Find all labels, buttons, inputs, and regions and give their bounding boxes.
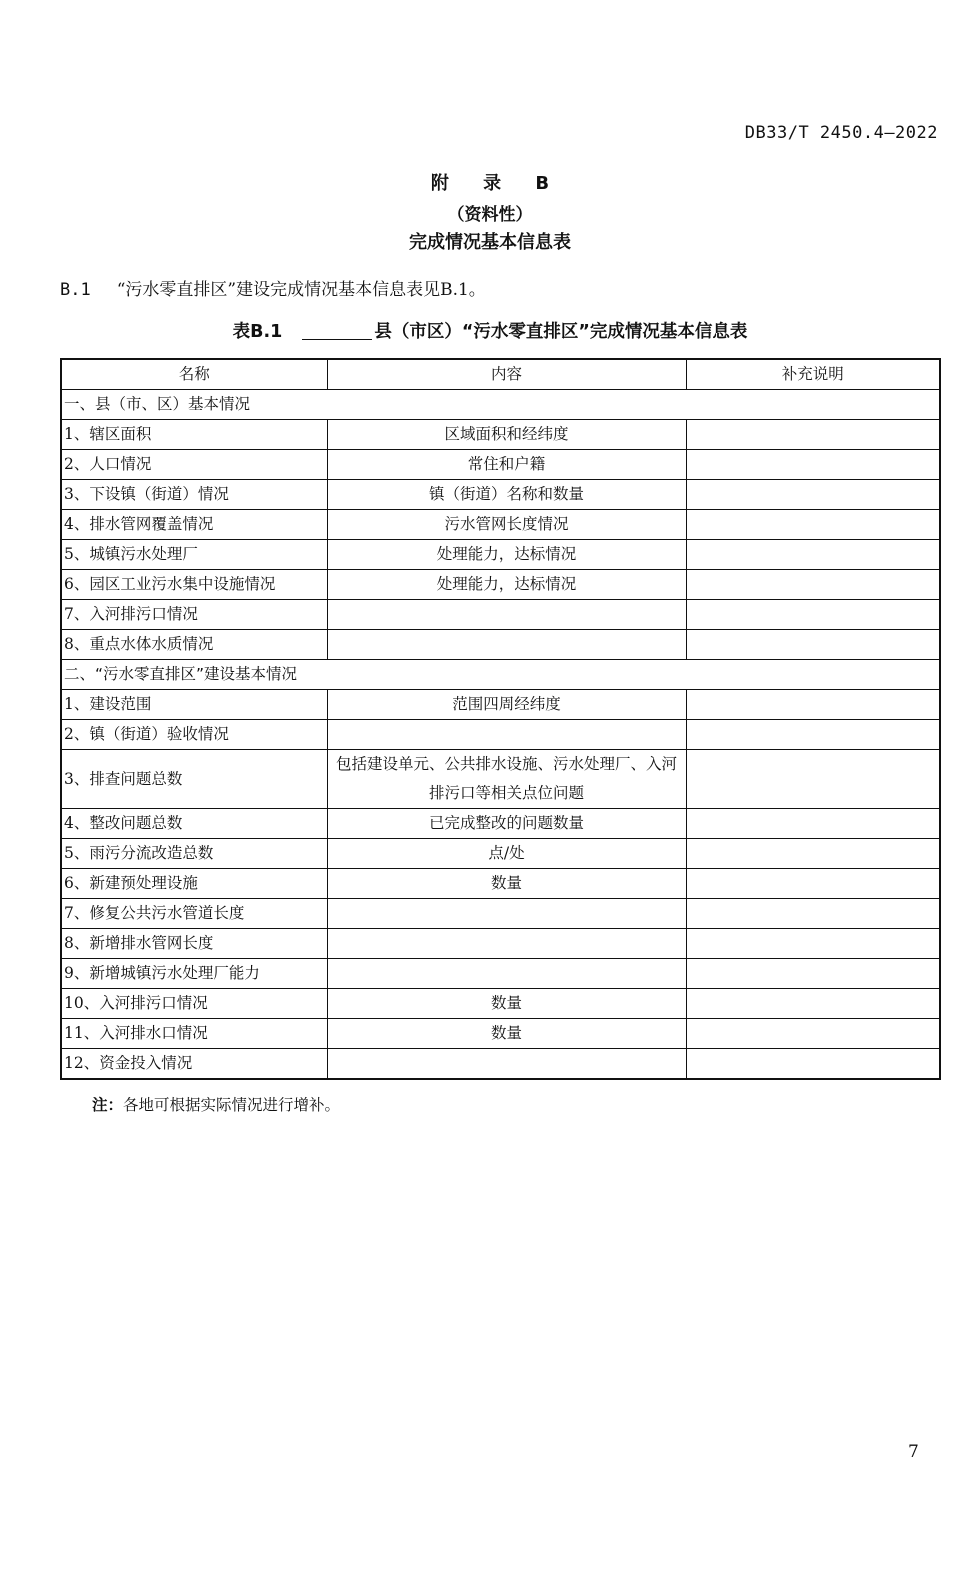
row-content: 污水管网长度情况 (327, 510, 686, 540)
table-row (61, 720, 940, 750)
table-row (61, 450, 940, 480)
row-name: 1、建设范围 (61, 690, 327, 720)
row-name: 4、整改问题总数 (61, 809, 327, 839)
appendix-nature: （资料性） (447, 205, 533, 225)
county-blank-line (302, 321, 372, 340)
table-row (61, 929, 940, 959)
row-name: 6、园区工业污水集中设施情况 (61, 570, 327, 600)
section-title: 一、县（市、区）基本情况 (61, 390, 940, 420)
intro-paragraph (60, 275, 486, 300)
section-row (61, 660, 940, 690)
table-row (61, 540, 940, 570)
row-name: 2、人口情况 (61, 450, 327, 480)
table-row (61, 480, 940, 510)
appendix-label: 附 录 B (430, 173, 564, 194)
table-row (61, 420, 940, 450)
table-row (61, 869, 940, 899)
row-name: 7、入河排污口情况 (61, 600, 327, 630)
row-remarks (686, 839, 940, 869)
table-row (61, 839, 940, 869)
row-name: 2、镇（街道）验收情况 (61, 720, 327, 750)
row-name: 9、新增城镇污水处理厂能力 (61, 959, 327, 989)
table-row (61, 809, 940, 839)
info-table (60, 358, 941, 1080)
row-content (327, 899, 686, 929)
row-content (327, 600, 686, 630)
table-number: 表B.1 (232, 322, 283, 342)
row-name: 11、入河排水口情况 (61, 1019, 327, 1049)
row-content: 已完成整改的问题数量 (327, 809, 686, 839)
row-content: 点/处 (327, 839, 686, 869)
table-title: 县（市区）“污水零直排区”完成情况基本信息表 (374, 322, 748, 342)
row-name: 3、下设镇（街道）情况 (61, 480, 327, 510)
table-row (61, 899, 940, 929)
row-remarks (686, 720, 940, 750)
row-content (327, 630, 686, 660)
row-remarks (686, 809, 940, 839)
row-name: 8、重点水体水质情况 (61, 630, 327, 660)
row-content: 处理能力，达标情况 (327, 570, 686, 600)
row-name: 7、修复公共污水管道长度 (61, 899, 327, 929)
row-remarks (686, 630, 940, 660)
row-remarks (686, 750, 940, 809)
row-name: 4、排水管网覆盖情况 (61, 510, 327, 540)
row-remarks (686, 690, 940, 720)
row-remarks (686, 929, 940, 959)
intro-number: B.1 (60, 280, 91, 300)
table-row (61, 600, 940, 630)
row-remarks (686, 1049, 940, 1080)
row-remarks (686, 899, 940, 929)
header-remarks: 补充说明 (686, 359, 940, 390)
table-row (61, 750, 940, 809)
intro-text: “污水零直排区”建设完成情况基本信息表见B.1。 (116, 280, 486, 300)
row-remarks (686, 570, 940, 600)
row-remarks (686, 540, 940, 570)
row-name: 1、辖区面积 (61, 420, 327, 450)
section-title: 二、“污水零直排区”建设基本情况 (61, 660, 940, 690)
row-name: 12、资金投入情况 (61, 1049, 327, 1080)
row-content (327, 1049, 686, 1080)
row-content: 常住和户籍 (327, 450, 686, 480)
row-content: 包括建设单元、公共排水设施、污水处理厂、入河排污口等相关点位问题 (327, 750, 686, 809)
page-number: 7 (908, 1442, 919, 1462)
appendix-title: 完成情况基本信息表 (409, 232, 571, 253)
row-content: 数量 (327, 1019, 686, 1049)
row-content: 镇（街道）名称和数量 (327, 480, 686, 510)
row-remarks (686, 420, 940, 450)
row-name: 10、入河排污口情况 (61, 989, 327, 1019)
table-row (61, 1049, 940, 1080)
row-remarks (686, 600, 940, 630)
note-label: 注： (92, 1096, 124, 1114)
table-row (61, 989, 940, 1019)
document-code: DB33/T 2450.4—2022 (744, 123, 938, 143)
header-content: 内容 (327, 359, 686, 390)
table-row (61, 630, 940, 660)
table-row (61, 1019, 940, 1049)
row-name: 6、新建预处理设施 (61, 869, 327, 899)
table-row (61, 959, 940, 989)
header-name: 名称 (61, 359, 327, 390)
row-content (327, 720, 686, 750)
row-remarks (686, 959, 940, 989)
row-remarks (686, 480, 940, 510)
table-row (61, 570, 940, 600)
table-header-row (61, 359, 940, 390)
row-name: 8、新增排水管网长度 (61, 929, 327, 959)
row-content (327, 929, 686, 959)
row-content: 数量 (327, 989, 686, 1019)
row-name: 5、城镇污水处理厂 (61, 540, 327, 570)
table-row (61, 690, 940, 720)
row-content: 处理能力，达标情况 (327, 540, 686, 570)
row-content: 区域面积和经纬度 (327, 420, 686, 450)
note-text: 各地可根据实际情况进行增补。 (123, 1096, 341, 1114)
row-remarks (686, 1019, 940, 1049)
table-note (92, 1093, 340, 1115)
row-name: 3、排查问题总数 (61, 750, 327, 809)
table-caption (0, 318, 980, 343)
section-row (61, 390, 940, 420)
row-name: 5、雨污分流改造总数 (61, 839, 327, 869)
row-content: 数量 (327, 869, 686, 899)
table-row (61, 510, 940, 540)
row-remarks (686, 510, 940, 540)
row-content (327, 959, 686, 989)
row-remarks (686, 989, 940, 1019)
row-content: 范围四周经纬度 (327, 690, 686, 720)
row-remarks (686, 450, 940, 480)
row-remarks (686, 869, 940, 899)
